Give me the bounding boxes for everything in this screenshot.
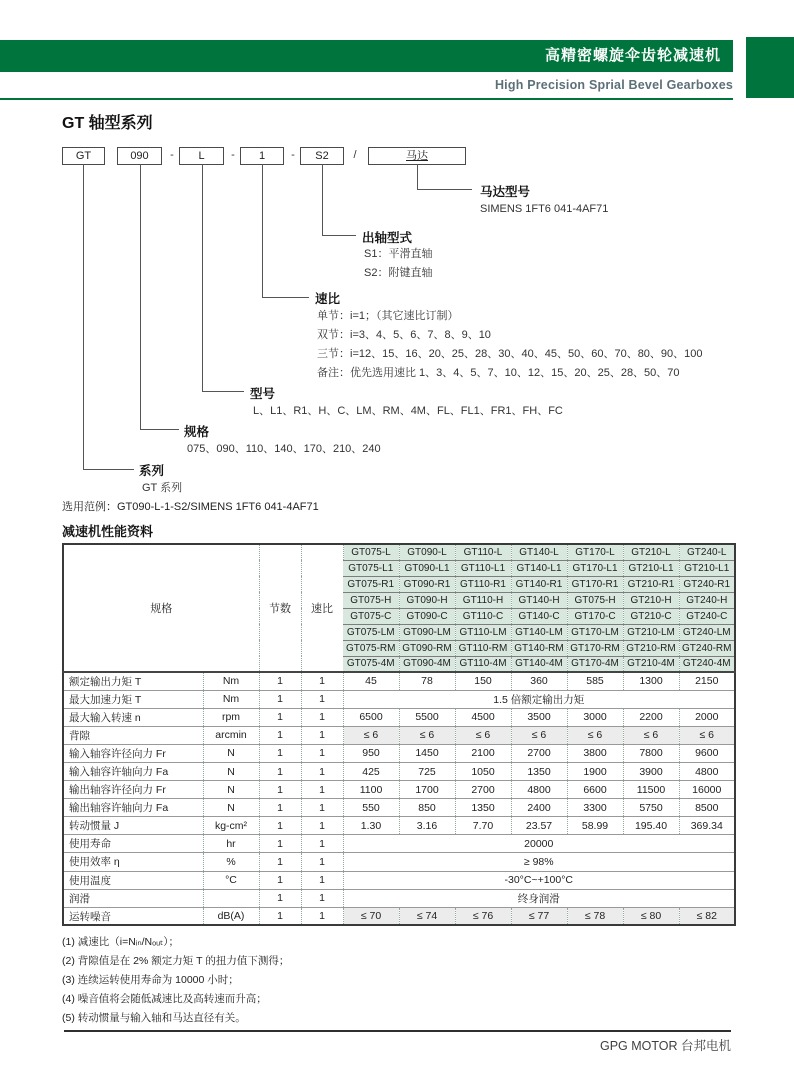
- connector-line-size: [140, 164, 179, 430]
- merged-value-cell: 1.5 倍额定输出力矩: [343, 690, 735, 708]
- merged-value-cell: -30°C~+100°C: [343, 871, 735, 889]
- value-cell: 5750: [623, 799, 679, 817]
- stages-cell: 1: [259, 672, 301, 690]
- value-cell: 16000: [679, 781, 735, 799]
- value-cell: 3900: [623, 762, 679, 780]
- table-row: [63, 907, 735, 925]
- model-header-cell: GT140-LM: [511, 624, 567, 640]
- column-header-ratio: 速比: [301, 544, 343, 672]
- stages-cell: 1: [259, 726, 301, 744]
- value-cell: 4800: [511, 781, 567, 799]
- table-row: [63, 871, 735, 889]
- annotation-model-line: L、L1、R1、H、C、LM、RM、4M、FL、FL1、FR1、FH、FC: [253, 405, 563, 417]
- unit-cell: dB(A): [203, 907, 259, 925]
- table-row: [63, 672, 735, 690]
- value-cell: 1050: [455, 762, 511, 780]
- model-header-cell: GT210-R1: [623, 576, 679, 592]
- unit-cell: Nm: [203, 672, 259, 690]
- performance-table: [62, 543, 736, 926]
- value-cell: 1900: [567, 762, 623, 780]
- unit-cell: hr: [203, 835, 259, 853]
- model-header-cell: GT170-LM: [567, 624, 623, 640]
- performance-table-body: [63, 544, 735, 925]
- value-cell: 5500: [399, 708, 455, 726]
- code-box-size: 090: [117, 147, 162, 165]
- table-row: [63, 744, 735, 762]
- code-separator: -: [170, 149, 174, 161]
- model-header-cell: GT240-R1: [679, 576, 735, 592]
- value-cell: ≤ 6: [343, 726, 399, 744]
- value-cell: 585: [567, 672, 623, 690]
- table-row: [63, 690, 735, 708]
- stages-cell: 1: [259, 762, 301, 780]
- value-cell: ≤ 6: [567, 726, 623, 744]
- value-cell: ≤ 70: [343, 907, 399, 925]
- code-box-motor: 马达: [368, 147, 466, 165]
- value-cell: ≤ 6: [511, 726, 567, 744]
- model-header-cell: GT090-RM: [399, 640, 455, 656]
- table-row: [63, 762, 735, 780]
- ratio-cell: 1: [301, 817, 343, 835]
- header-accent-square: [746, 37, 794, 98]
- model-header-cell: GT090-R1: [399, 576, 455, 592]
- value-cell: 425: [343, 762, 399, 780]
- header-subtitle-en: High Precision Sprial Bevel Gearboxes: [494, 78, 733, 92]
- model-header-cell: GT090-L1: [399, 560, 455, 576]
- merged-value-cell: 终身润滑: [343, 889, 735, 907]
- annotation-ratio-line: 双节：i=3、4、5、6、7、8、9、10: [317, 329, 491, 341]
- model-header-cell: GT140-H: [511, 592, 567, 608]
- value-cell: 150: [455, 672, 511, 690]
- connector-line-shaft: [322, 164, 356, 236]
- value-cell: 7800: [623, 744, 679, 762]
- model-header-cell: GT170-L: [567, 544, 623, 560]
- table-row: [63, 817, 735, 835]
- footnote-line: (3) 连续运转使用寿命为 10000 小时；: [62, 974, 239, 986]
- value-cell: 3500: [511, 708, 567, 726]
- model-header-cell: GT210-C: [623, 608, 679, 624]
- annotation-motor-label: 马达型号: [480, 185, 531, 199]
- value-cell: 8500: [679, 799, 735, 817]
- value-cell: 369.34: [679, 817, 735, 835]
- code-box-ratio: 1: [240, 147, 284, 165]
- table-row: [63, 708, 735, 726]
- merged-value-cell: ≥ 98%: [343, 853, 735, 871]
- annotation-shaft-line: S2：附键直轴: [364, 267, 433, 279]
- value-cell: 850: [399, 799, 455, 817]
- header-banner: [0, 40, 733, 72]
- connector-line-ratio: [262, 164, 309, 298]
- spec-cell: 输出轴容许轴向力 Fa: [63, 799, 203, 817]
- code-box-model: L: [179, 147, 224, 165]
- page-title: GT 轴型系列: [62, 115, 153, 132]
- model-header-cell: GT140-L: [511, 544, 567, 560]
- value-cell: 2700: [455, 781, 511, 799]
- model-header-cell: GT075-L1: [343, 560, 399, 576]
- value-cell: 2700: [511, 744, 567, 762]
- stages-cell: 1: [259, 708, 301, 726]
- model-header-cell: GT075-LM: [343, 624, 399, 640]
- value-cell: 1100: [343, 781, 399, 799]
- stages-cell: 1: [259, 799, 301, 817]
- ratio-cell: 1: [301, 889, 343, 907]
- model-header-cell: GT240-RM: [679, 640, 735, 656]
- model-header-cell: GT140-L1: [511, 560, 567, 576]
- model-header-cell: GT210-LM: [623, 624, 679, 640]
- footnote-line: (1) 减速比（i=Nᵢₙ/Nₒᵤₜ）；: [62, 936, 179, 948]
- model-header-cell: GT210-RM: [623, 640, 679, 656]
- code-box-series: GT: [62, 147, 105, 165]
- column-header-stages: 节数: [259, 544, 301, 672]
- unit-cell: N: [203, 762, 259, 780]
- model-header-cell: GT110-LM: [455, 624, 511, 640]
- model-header-cell: GT075-4M: [343, 656, 399, 672]
- spec-cell: 运转噪音: [63, 907, 203, 925]
- table-row: [63, 726, 735, 744]
- model-header-cell: GT240-C: [679, 608, 735, 624]
- value-cell: 2400: [511, 799, 567, 817]
- unit-cell: N: [203, 799, 259, 817]
- annotation-ratio-line: 三节：i=12、15、16、20、25、28、30、40、45、50、60、70、80、90、100: [317, 348, 703, 360]
- value-cell: 1.30: [343, 817, 399, 835]
- model-header-cell: GT170-L1: [567, 560, 623, 576]
- code-separator: -: [231, 149, 235, 161]
- spec-cell: 输入轴容许径向力 Fr: [63, 744, 203, 762]
- model-header-cell: GT210-H: [623, 592, 679, 608]
- connector-line-model: [202, 164, 244, 392]
- value-cell: 1300: [623, 672, 679, 690]
- annotation-motor-line: SIMENS 1FT6 041-4AF71: [480, 203, 609, 215]
- model-header-cell: GT075-H: [567, 592, 623, 608]
- value-cell: ≤ 80: [623, 907, 679, 925]
- model-header-cell: GT090-LM: [399, 624, 455, 640]
- table-row: [63, 781, 735, 799]
- unit-cell: N: [203, 781, 259, 799]
- merged-value-cell: 20000: [343, 835, 735, 853]
- model-header-cell: GT090-L: [399, 544, 455, 560]
- annotation-size-line: 075、090、110、140、170、210、240: [187, 443, 381, 455]
- value-cell: 1700: [399, 781, 455, 799]
- model-header-cell: GT140-C: [511, 608, 567, 624]
- value-cell: ≤ 78: [567, 907, 623, 925]
- model-header-cell: GT210-L: [623, 544, 679, 560]
- annotation-series-line: GT 系列: [142, 482, 183, 494]
- ratio-cell: 1: [301, 690, 343, 708]
- model-header-cell: GT210-L1: [679, 560, 735, 576]
- ratio-cell: 1: [301, 744, 343, 762]
- unit-cell: N: [203, 744, 259, 762]
- model-header-cell: GT170-R1: [567, 576, 623, 592]
- unit-cell: Nm: [203, 690, 259, 708]
- model-header-cell: GT240-H: [679, 592, 735, 608]
- spec-cell: 最大输入转速 n: [63, 708, 203, 726]
- value-cell: 7.70: [455, 817, 511, 835]
- footnote-line: (2) 背隙值是在 2% 额定力矩 T 的扭力值下测得；: [62, 955, 290, 967]
- unit-cell: rpm: [203, 708, 259, 726]
- value-cell: 195.40: [623, 817, 679, 835]
- unit-cell: kg-cm²: [203, 817, 259, 835]
- model-header-cell: GT075-RM: [343, 640, 399, 656]
- model-header-cell: GT140-R1: [511, 576, 567, 592]
- spec-cell: 使用效率 η: [63, 853, 203, 871]
- table-row: [63, 799, 735, 817]
- model-header-cell: GT210-4M: [623, 656, 679, 672]
- model-header-cell: GT090-4M: [399, 656, 455, 672]
- ratio-cell: 1: [301, 708, 343, 726]
- model-header-cell: GT090-C: [399, 608, 455, 624]
- value-cell: 6600: [567, 781, 623, 799]
- unit-cell: [203, 889, 259, 907]
- stages-cell: 1: [259, 889, 301, 907]
- model-header-cell: GT110-R1: [455, 576, 511, 592]
- annotation-size-label: 规格: [184, 425, 210, 439]
- value-cell: 2150: [679, 672, 735, 690]
- value-cell: 78: [399, 672, 455, 690]
- value-cell: 2100: [455, 744, 511, 762]
- spec-cell: 使用温度: [63, 871, 203, 889]
- table-row: [63, 889, 735, 907]
- value-cell: 9600: [679, 744, 735, 762]
- model-header-cell: GT170-RM: [567, 640, 623, 656]
- ratio-cell: 1: [301, 781, 343, 799]
- ratio-cell: 1: [301, 835, 343, 853]
- ratio-cell: 1: [301, 853, 343, 871]
- value-cell: 2000: [679, 708, 735, 726]
- value-cell: ≤ 74: [399, 907, 455, 925]
- annotation-shaft-label: 出轴型式: [362, 231, 413, 245]
- model-header-cell: GT075-R1: [343, 576, 399, 592]
- table-title: 减速机性能资料: [62, 524, 154, 539]
- model-header-cell: GT110-C: [455, 608, 511, 624]
- value-cell: 3300: [567, 799, 623, 817]
- model-header-cell: GT240-4M: [679, 656, 735, 672]
- value-cell: ≤ 6: [679, 726, 735, 744]
- value-cell: 3.16: [399, 817, 455, 835]
- column-header-spec: 规格: [63, 544, 259, 672]
- model-header-cell: GT170-C: [567, 608, 623, 624]
- model-header-cell: GT210-L1: [623, 560, 679, 576]
- stages-cell: 1: [259, 907, 301, 925]
- footer-divider: [64, 1030, 731, 1032]
- ratio-cell: 1: [301, 726, 343, 744]
- footnote-line: (4) 噪音值将会随低减速比及高转速而升高；: [62, 993, 267, 1005]
- value-cell: 1450: [399, 744, 455, 762]
- value-cell: 725: [399, 762, 455, 780]
- model-header-cell: GT110-L: [455, 544, 511, 560]
- code-separator: /: [353, 149, 357, 161]
- value-cell: 58.99: [567, 817, 623, 835]
- code-separator: -: [291, 149, 295, 161]
- connector-line-motor: [417, 164, 472, 190]
- header-title-cn: 高精密螺旋伞齿轮减速机: [544, 47, 721, 64]
- stages-cell: 1: [259, 690, 301, 708]
- model-header-cell: GT140-RM: [511, 640, 567, 656]
- model-header-cell: GT110-RM: [455, 640, 511, 656]
- ratio-cell: 1: [301, 672, 343, 690]
- stages-cell: 1: [259, 871, 301, 889]
- footnotes: [62, 933, 289, 1028]
- unit-cell: %: [203, 853, 259, 871]
- code-box-shaft: S2: [300, 147, 344, 165]
- ratio-cell: 1: [301, 871, 343, 889]
- value-cell: 1350: [511, 762, 567, 780]
- stages-cell: 1: [259, 853, 301, 871]
- stages-cell: 1: [259, 835, 301, 853]
- spec-cell: 使用寿命: [63, 835, 203, 853]
- spec-cell: 转动惯量 J: [63, 817, 203, 835]
- value-cell: 550: [343, 799, 399, 817]
- value-cell: ≤ 82: [679, 907, 735, 925]
- stages-cell: 1: [259, 744, 301, 762]
- value-cell: ≤ 6: [399, 726, 455, 744]
- value-cell: 4800: [679, 762, 735, 780]
- annotation-ratio-line: 备注：优先选用速比 1、3、4、5、7、10、12、15、20、25、28、50、70: [317, 367, 680, 379]
- value-cell: ≤ 76: [455, 907, 511, 925]
- spec-cell: 润滑: [63, 889, 203, 907]
- value-cell: 6500: [343, 708, 399, 726]
- model-header-cell: GT240-LM: [679, 624, 735, 640]
- spec-cell: 最大加速力矩 T: [63, 690, 203, 708]
- footnote-line: (5) 转动惯量与输入轴和马达直径有关。: [62, 1012, 246, 1024]
- value-cell: 360: [511, 672, 567, 690]
- model-header-cell: GT140-4M: [511, 656, 567, 672]
- stages-cell: 1: [259, 781, 301, 799]
- unit-cell: °C: [203, 871, 259, 889]
- annotation-ratio-label: 速比: [315, 292, 341, 306]
- annotation-shaft-line: S1：平滑直轴: [364, 248, 433, 260]
- value-cell: 3000: [567, 708, 623, 726]
- model-header-cell: GT090-H: [399, 592, 455, 608]
- spec-cell: 输出轴容许径向力 Fr: [63, 781, 203, 799]
- value-cell: ≤ 6: [455, 726, 511, 744]
- table-row: [63, 835, 735, 853]
- annotation-series-label: 系列: [139, 464, 165, 478]
- spec-cell: 额定输出力矩 T: [63, 672, 203, 690]
- header-divider: [0, 98, 733, 100]
- connector-line-series: [83, 164, 134, 470]
- model-header-cell: GT075-C: [343, 608, 399, 624]
- annotation-model-label: 型号: [250, 387, 276, 401]
- ratio-cell: 1: [301, 907, 343, 925]
- value-cell: 11500: [623, 781, 679, 799]
- spec-cell: 背隙: [63, 726, 203, 744]
- ratio-cell: 1: [301, 762, 343, 780]
- unit-cell: arcmin: [203, 726, 259, 744]
- footer-brand: GPG MOTOR 台邦电机: [599, 1039, 731, 1053]
- model-header-cell: GT110-L1: [455, 560, 511, 576]
- value-cell: ≤ 77: [511, 907, 567, 925]
- value-cell: 2200: [623, 708, 679, 726]
- value-cell: 4500: [455, 708, 511, 726]
- table-row: [63, 853, 735, 871]
- value-cell: 23.57: [511, 817, 567, 835]
- value-cell: 45: [343, 672, 399, 690]
- model-header-cell: GT075-H: [343, 592, 399, 608]
- ratio-cell: 1: [301, 799, 343, 817]
- model-header-cell: GT075-L: [343, 544, 399, 560]
- model-header-cell: GT170-4M: [567, 656, 623, 672]
- annotation-ratio-line: 单节：i=1；（其它速比订制）: [317, 310, 459, 322]
- value-cell: 3800: [567, 744, 623, 762]
- value-cell: 950: [343, 744, 399, 762]
- stages-cell: 1: [259, 817, 301, 835]
- value-cell: 1350: [455, 799, 511, 817]
- model-header-cell: GT110-4M: [455, 656, 511, 672]
- model-header-cell: GT240-L: [679, 544, 735, 560]
- model-header-cell: GT110-H: [455, 592, 511, 608]
- spec-cell: 输入轴容许轴向力 Fa: [63, 762, 203, 780]
- selection-example: 选用范例：GT090-L-1-S2/SIMENS 1FT6 041-4AF71: [62, 501, 319, 513]
- value-cell: ≤ 6: [623, 726, 679, 744]
